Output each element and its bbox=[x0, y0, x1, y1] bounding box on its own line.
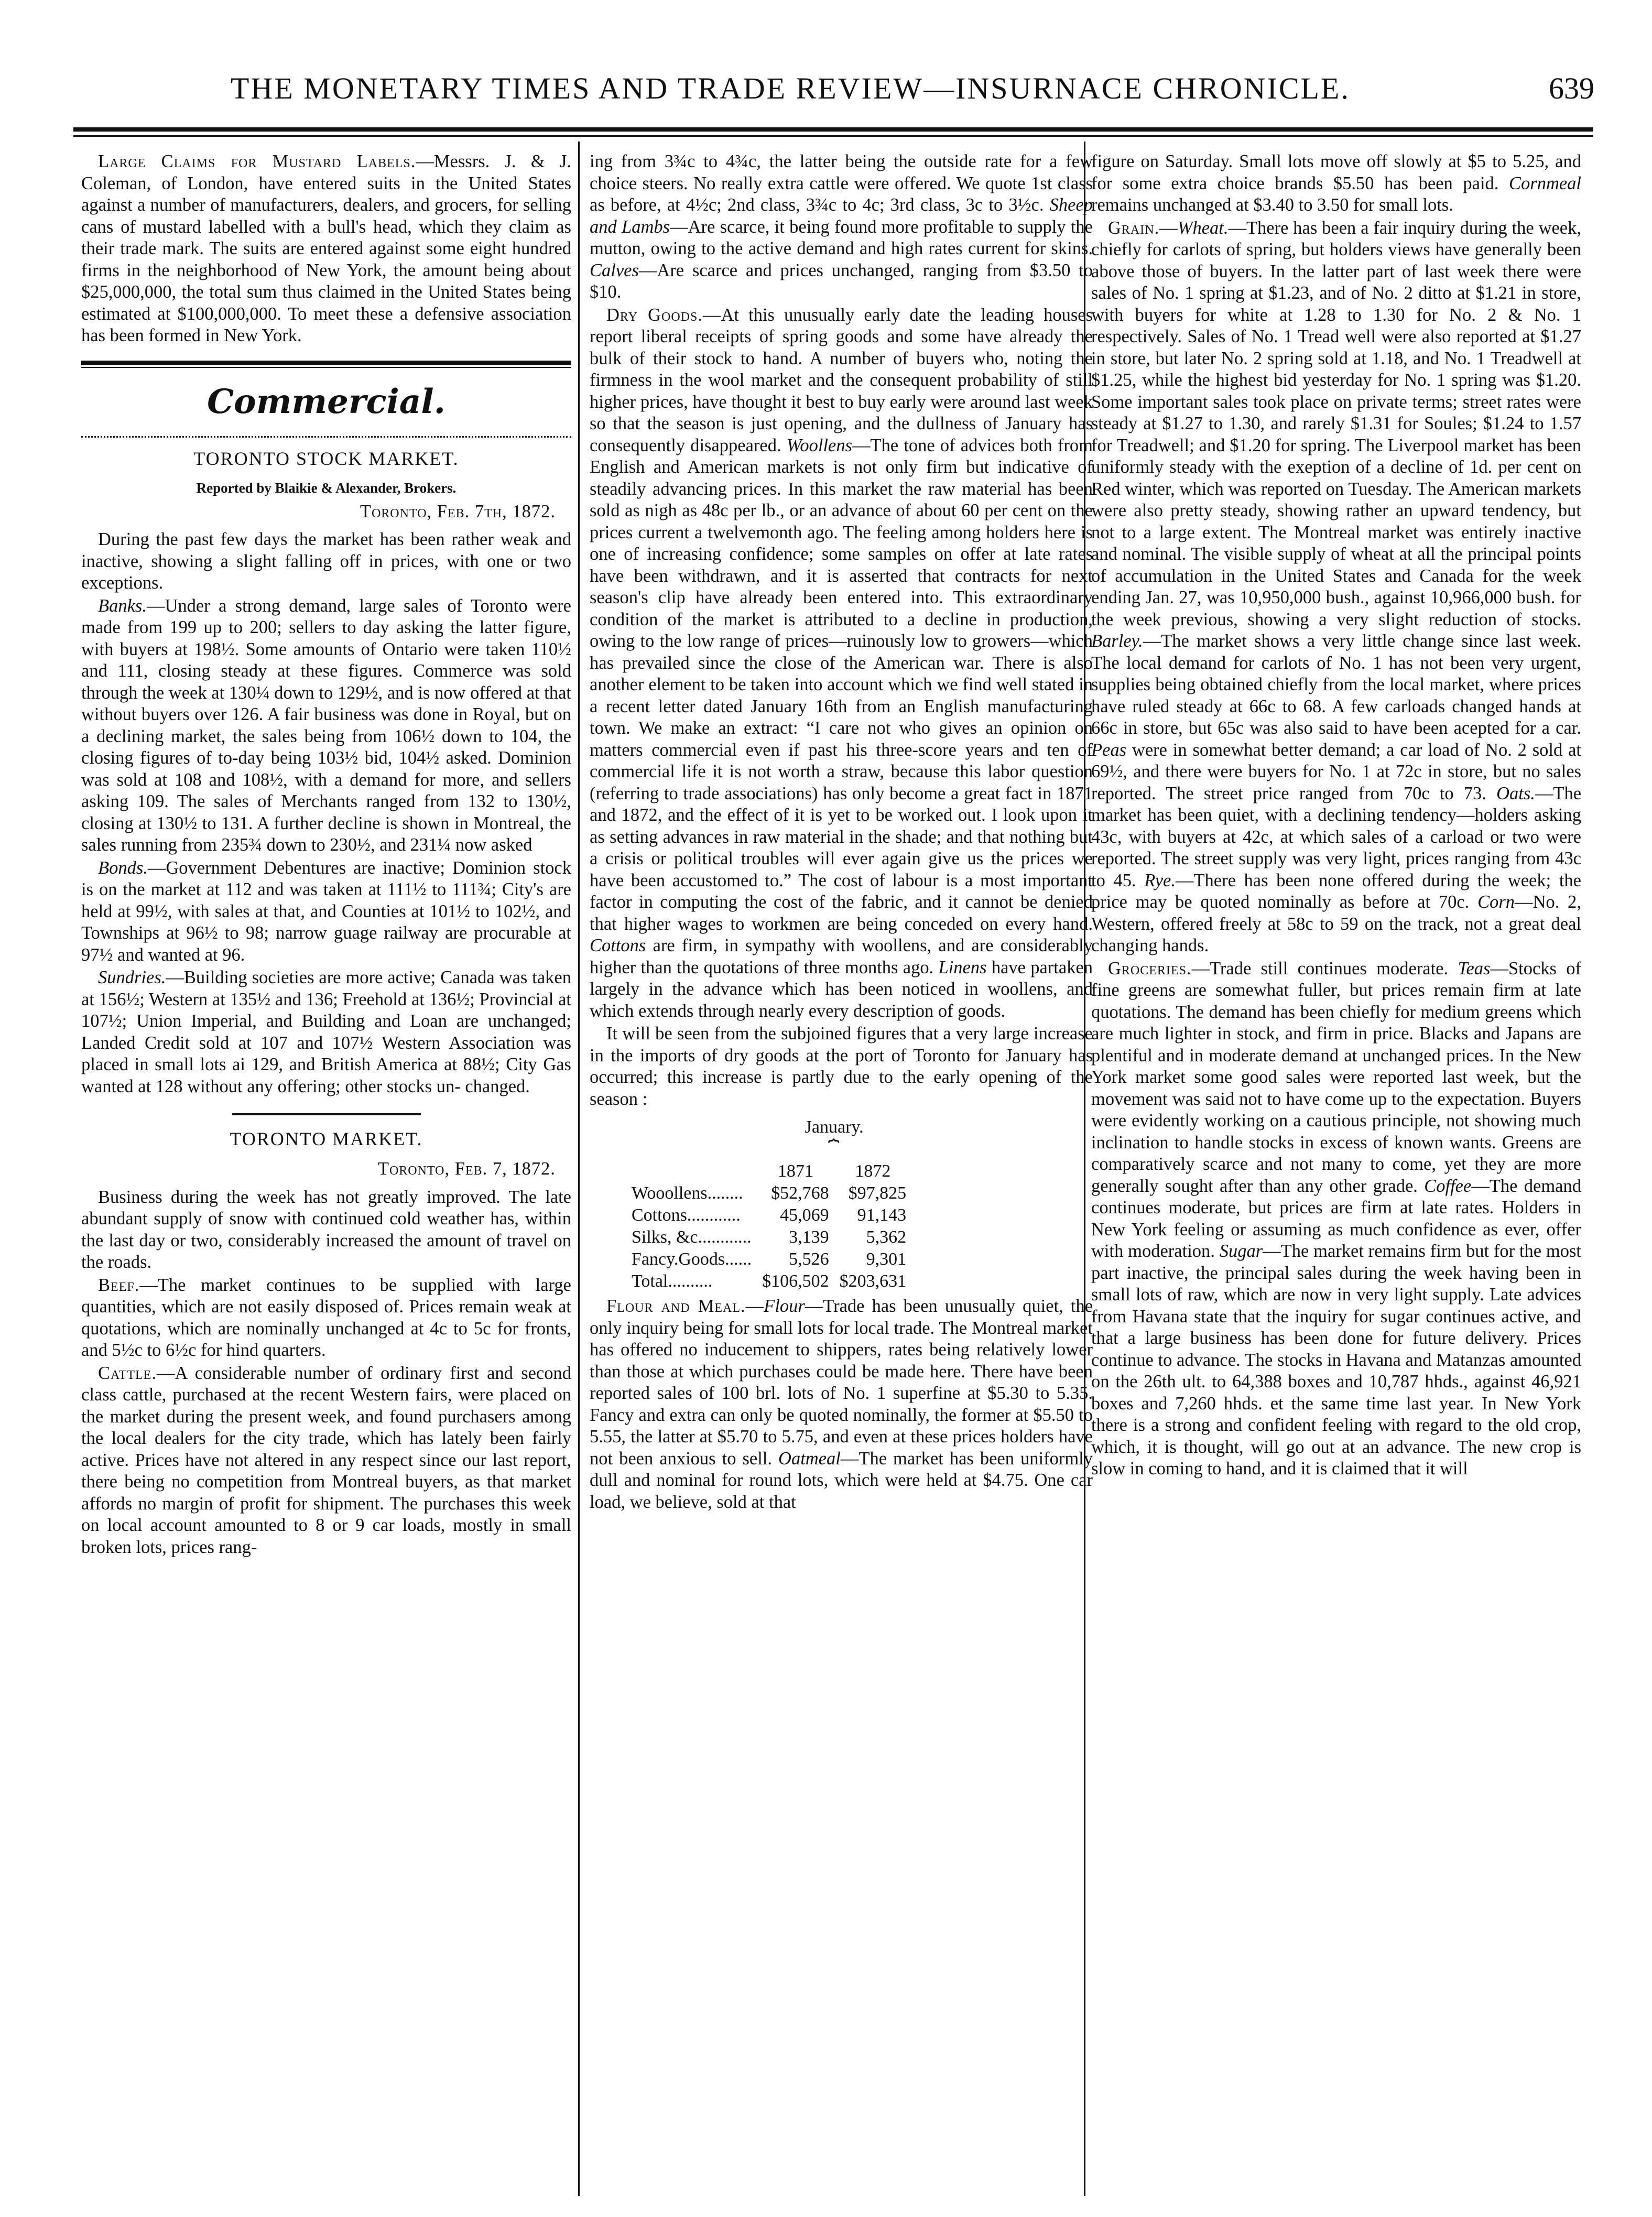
flour-text: —Trade has been unusually quiet, the only inquiry being for small lots for local trade. The Montreal market has offered no inducement to shippers, rates being relatively lower than those at which purchases could be made here. There have been reported sales of 100 brl. lots of No. 1 superfine at $5.30 to 5.35. Fancy and extra can only be quoted nominally, the former at $5.50 to 5.55, the latter at $5.70 to 5.75, and even at these prices holders have not been anxious to sell. bbox=[590, 1296, 1093, 1469]
table-row bbox=[626, 1248, 911, 1270]
sugar-label: Sugar bbox=[1219, 1241, 1263, 1261]
row-label: Silks, &c............ bbox=[632, 1227, 752, 1247]
cattle-label: Cattle. bbox=[98, 1363, 157, 1383]
corn-label: Corn bbox=[1477, 892, 1515, 912]
column-right bbox=[1091, 151, 1581, 1480]
cattle-paragraph bbox=[81, 1363, 571, 1559]
woollens-label: Woollens bbox=[786, 435, 853, 455]
rye-text: —There has been none offered during the week; the price may be quoted nominally as before at 70c. bbox=[1091, 870, 1581, 912]
table-year-1872: 1872 bbox=[855, 1161, 891, 1181]
oats-text: —The market has been quiet, with a declining tendency—holders asking 43c, with buyers at 42c, at which sales of a carload or two were reported. The street supply was very light, prices ranging from 43c to 45. bbox=[1091, 783, 1582, 890]
banks-label: Banks. bbox=[98, 595, 147, 616]
cornmeal-text: remains unchanged at $3.40 to 3.50 for small lots. bbox=[1091, 195, 1453, 215]
table-row bbox=[626, 1226, 911, 1248]
flour-meal-label: Flour and Meal. bbox=[606, 1296, 746, 1316]
coffee-text: —The demand continues moderate, but prices are firm at late rates. Holders in New York feeling or assuming as much confidence as ever, offer with moderation. bbox=[1091, 1176, 1581, 1261]
cornmeal-label: Cornmeal bbox=[1509, 173, 1582, 193]
sheep-label: Sheep and Lambs bbox=[590, 195, 1093, 237]
toronto-market-title: TORONTO MARKET. bbox=[230, 1128, 423, 1149]
flour-continued-paragraph bbox=[1091, 151, 1581, 216]
oatmeal-text: —The market has been uniformly dull and nominal for round lots, which were held at $4.75. One car load, we believe, sold at that bbox=[590, 1448, 1093, 1512]
banks-paragraph bbox=[81, 595, 571, 856]
total-1871: $106,502 bbox=[762, 1271, 829, 1291]
row-label: Fancy.Goods...... bbox=[632, 1249, 752, 1269]
decorative-rule bbox=[81, 436, 571, 439]
cottons-text: are firm, in sympathy with woollens, and are considerably higher than the quotations of three months ago. bbox=[590, 936, 1093, 977]
column-left bbox=[81, 151, 571, 1558]
market-intro: Business during the week has not greatly improved. The late abundant supply of snow with continued cold weather has, within the last day or two, considerably increased the amount of travel on the roads. bbox=[81, 1187, 571, 1272]
page-number: 639 bbox=[1549, 71, 1594, 105]
dry-goods-paragraph bbox=[590, 305, 1093, 1023]
total-label: Total.......... bbox=[632, 1271, 713, 1291]
cottons-label: Cottons bbox=[590, 936, 646, 955]
row-1871: $52,768 bbox=[771, 1183, 829, 1203]
stock-market-title: TORONTO STOCK MARKET. bbox=[193, 448, 459, 469]
short-divider bbox=[232, 1113, 421, 1115]
calves-text: —Are scarce and prices unchanged, ranging from $3.50 to $10. bbox=[590, 260, 1093, 302]
header-rule-thin bbox=[73, 135, 1593, 137]
section-rule-thick bbox=[81, 361, 571, 365]
commercial-heading: Commercial. bbox=[207, 382, 445, 421]
flour-paragraph: Flour and Meal.—Flour—Trade has been unusually quiet, the only inquiry being for small lots for local trade. The Montreal market has offered no inducement to shippers, rates being relatively lower than those at which purchases could be made here. There have been reported sales of 100 brl. lots of No. 1 superfine at $5.30 to 5.35. Fancy and extra can only be quoted nominally, the former at $5.50 to 5.55, the latter at $5.70 to 5.75, and even at these prices holders have not been anxious to sell. Oatmeal—The market has been uniformly dull and nominal for round lots, which were held at $4.75. One car load, we believe, sold at that bbox=[590, 1296, 1093, 1512]
barley-text: —The market shows a very little change since last week. The local demand for carlots of No. 1 has not been very urgent, supplies being obtained chiefly from the local market, where prices have ruled steady at 66c to 68. A few carloads changed hands at 66c in store, but 65c was also said to have been acepted for a car. bbox=[1091, 631, 1581, 738]
grain-paragraph: Grain.—Wheat.—There has been a fair inquiry during the week, chiefly for carlots of spring, but holders views have generally been above those of buyers. In the latter part of last week there were sales of No. 1 spring at $1.23, and of No. 2 ditto at $1.21 in store, with buyers for white at 1.28 to 1.30 for No. 2 & No. 1 respectively. Sales of No. 1 Tread well were also reported at $1.27 in store, but later No. 2 spring sold at 1.18, and No. 1 Treadwell at $1.25, while the highest bid yesterday for No. 1 spring was $1.20. Some important sales took place on private terms; street rates were steady at $1.27 to 1.30, and rarely $1.31 for Soules; $1.24 to 1.57 for Treadwell; and $1.20 for spring. The Liverpool market has been uniformly steady with the exeption of a decline of 1d. per cent on Red winter, which was reported on Tuesday. The American markets were also pretty steady, showing rather an upward tendency, but not to a large extent. The Montreal market was entirely inactive and nominal. The visible supply of wheat at all the principal points of accumulation in the United States and Canada for the week ending Jan. 27, was 10,950,000 bush., against 10,966,000 bush. for the week previous, showing a very slight reduction of stocks. Barley.—The market shows a very little change since last week. The local demand for carlots of No. 1 has not been very urgent, supplies being obtained chiefly from the local market, where prices have ruled steady at 66c to 68. A few carloads changed hands at 66c in store, but 65c was also said to have been acepted for a car. Peas were in somewhat better demand; a car load of No. 2 sold at 69½, and there were buyers for No. 1 at 72c in store, but no sales reported. The street price ranged from 70c to 73. Oats.—The market has been quiet, with a declining tendency—holders asking 43c, with buyers at 42c, at which sales of a carload or two were reported. The street supply was very light, prices ranging from 43c to 45. Rye.—There has been none offered during the week; the price may be quoted nominally as before at 70c. Corn—No. 2, Western, offered freely at 58c to 59 on the track, not a great deal changing hands. bbox=[1091, 218, 1582, 955]
section-rule-thin bbox=[81, 367, 571, 368]
wheat-label: Wheat. bbox=[1177, 218, 1229, 238]
stock-intro: During the past few days the market has been rather weak and inactive, showing a slight falling off in prices, with one or two exceptions. bbox=[81, 529, 571, 593]
teas-label: Teas bbox=[1458, 958, 1491, 979]
beef-text: —The market continues to be supplied with large quantities, which are not easily disposed of. Prices remain weak at quotations, which are nominally unchanged at 4c to 5c for fronts, and 5½c to 6½c for hind quarters. bbox=[81, 1275, 571, 1360]
sundries-text: —Building societies are more active; Canada was taken at 156½; Western at 135½ and 136; Freehold at 136½; Provincial at 107½; Union Imperial, and Building and Loan are unchanged; Landed Credit sold at 107 and 107½ Western Association was placed in small lots ai 129, and British America at 88½; City Gas wanted at 128 without any offering; other stocks un- changed. bbox=[81, 968, 571, 1096]
woollens-text: —The tone of advices both from English and American markets is not only firm but indicative of steadily advancing prices. In this market the raw material has been sold as nigh as 48c per lb., or an advance of about 60 per cent on the prices current a twelvemonth ago. The feeling among holders here is one of increasing confidence; some samples on offer at late rates have been withdrawn, and it is asserted that contracts for next season's clip have already been entered into. This extraordinary condition of the market is attributed to a decline in production, owing to the low range of prices—ruinously low to growers—which has prevailed since the close of the American war. There is also another element to be taken into account which we find well stated in a recent letter dated January 16th from an English manufacturing town. We make an extract: “I care not who gives an opinion on matters commercial even if past his three-score years and ten of commercial life it is not worth a straw, because this labor question (referring to trade associations) has only become a great fact in 1871 and 1872, and the effect of it is yet to be worked out. I look upon it as setting advances in raw material in the shade; and that nothing but a crisis or political troubles will ever again give us the prices we have been accustomed to.” The cost of labour is a most important factor in computing the cost of the fabric, and it cannot be denied that higher wages to workmen are being conceded on every hand. bbox=[590, 435, 1093, 934]
beef-label: Beef. bbox=[98, 1275, 140, 1295]
corn-text: —No. 2, Western, offered freely at 58c to 59 on the track, not a great deal changing hands. bbox=[1091, 892, 1582, 955]
cattle-text: —A considerable number of ordinary first and second class cattle, purchased at the recent Western fairs, were placed on the market during the present week, and found purchasers among the local dealers for the city trade, which has lately been fairly active. Prices have not altered in any respect since our last report, there being no competition from Montreal buyers, as that market affords no margin of profit for shipment. The purchases this week on local account amounted to 8 or 9 car loads, mostly in small broken lots, prices rang- bbox=[81, 1363, 571, 1557]
header-rule-thick bbox=[73, 127, 1593, 132]
row-1871: 3,139 bbox=[789, 1227, 829, 1247]
bonds-paragraph bbox=[81, 857, 571, 966]
beef-paragraph bbox=[81, 1275, 571, 1362]
wheat-text: —There has been a fair inquiry during the week, chiefly for carlots of spring, but holders views have generally been above those of buyers. In the latter part of last week there were sales of No. 1 spring at $1.23, and of No. 2 ditto at $1.21 in store, with buyers for white at 1.28 to 1.30 for No. 2 & No. 1 respectively. Sales of No. 1 Tread well were also reported at $1.27 in store, but later No. 2 spring sold at 1.18, and No. 1 Treadwell at $1.25, while the highest bid yesterday for No. 1 spring was $1.20. Some important sales took place on private terms; street rates were steady at $1.27 to 1.30, and rarely $1.31 for Soules; $1.24 to 1.57 for Treadwell; and $1.20 for spring. The Liverpool market has been uniformly steady with the exeption of a decline of 1d. per cent on Red winter, which was reported on Tuesday. The American markets were also pretty steady, showing rather an upward tendency, but not to a large extent. The Montreal market was entirely inactive and nominal. The visible supply of wheat at all the principal points of accumulation in the United States and Canada for the week ending Jan. 27, was 10,950,000 bush., against 10,966,000 bush. for the week previous, showing a very slight reduction of stocks. bbox=[1091, 218, 1581, 629]
mustard-body: —Messrs. J. & J. Coleman, of London, have entered suits in the United States against a number of manufacturers, dealers, and grocers, for selling cans of mustard labelled with a bull's head, which they claim as their trade mark. The suits are entered against some eight hundred firms in the neighborhood of New York, the amount being about $25,000,000, the total sum thus claimed in the United States being estimated at $100,000,000. To meet these a defensive association has been formed in New York. bbox=[81, 151, 572, 345]
mustard-article bbox=[81, 151, 571, 347]
oatmeal-label: Oatmeal bbox=[778, 1448, 841, 1469]
table-row bbox=[626, 1204, 911, 1226]
groceries-label: Groceries. bbox=[1108, 958, 1192, 979]
flour-continued: figure on Saturday. Small lots move off slowly at $5 to 5.25, and for some extra choice brands $5.50 has been paid. bbox=[1091, 151, 1581, 193]
bonds-text: —Government Debentures are inactive; Dominion stock is on the market at 112 and was taken at 111½ to 111¾; City's are held at 99½, with sales at that, and Counties at 101½ to 102½, and Townships at 96½ to 98; narrow guage railway are procurable at 97½ and wanted at 96. bbox=[81, 857, 571, 965]
market-dateline: Toronto, Feb. 7, 1872. bbox=[377, 1159, 556, 1179]
sugar-text: —The market remains firm but for the most part inactive, the principal sales during the week having been in small lots of raw, which are now in very light supply. Late advices from Havana state that the inquiry for sugar continues active, and that a large business has been done for future delivery. Prices continue to advance. The stocks in Havana and Matanzas amounted on the 26th ult. to 64,388 boxes and 10,787 hhds., against 46,921 boxes and 7,260 hhds. et the same time last year. In New York there is a strong and confident feeling with regard to the old crop, which, it is thought, will go out at an advance. The new crop is slow in coming to hand, and it is claimed that it will bbox=[1091, 1241, 1581, 1479]
dry-goods-text: —At this unusually early date the leading houses report liberal receipts of spring goods and some have already the bulk of their stock to hand. A number of buyers who, noting the firmness in the wool market and the consequent probability of still higher prices, have thought it best to buy early were around last week so that the season is just opening, and the dullness of January has consequently disappeared. bbox=[590, 305, 1093, 455]
coffee-label: Coffee bbox=[1424, 1176, 1472, 1196]
cattle-continued: ing from 3¾c to 4¾c, the latter being the outside rate for a few choice steers. No really extra cattle were offered. We quote 1st class as before, at 4½c; 2nd class, 3¾c to 4c; 3rd class, 3c to 3½c. bbox=[590, 151, 1093, 215]
imports-table bbox=[626, 1116, 911, 1292]
linens-label: Linens bbox=[938, 957, 987, 977]
column-divider-1 bbox=[578, 142, 580, 2196]
linens-text: have partaken largely in the advance which has been noticed in woollens, and which extends through nearly every description of goods. bbox=[590, 957, 1093, 1021]
row-1871: 45,069 bbox=[780, 1205, 829, 1225]
oats-label: Oats. bbox=[1496, 783, 1535, 803]
banks-text: —Under a strong demand, large sales of Toronto were made from 199 up to 200; sellers to day asking the latter figure, with buyers at 198½. Some amounts of Ontario were taken 110½ and 111, closing steady at these figures. Commerce was sold through the week at 130¼ down to 129½, and is now offered at that without buyers over 126. A fair business was done in Royal, but on a declining market, the sales being from 106½ down to 104, the closing figures of to-day being 103½ bid, 104½ asked. Dominion was sold at 108 and 108½, with a demand for more, and sellers asking 109. The sales of Merchants ranged from 132 to 130½, closing at 130½ to 131. A further decline is shown in Montreal, the sales running from 235¾ down to 230½, and 231¼ now asked bbox=[81, 595, 571, 855]
stock-dateline: Toronto, Feb. 7th, 1872. bbox=[360, 501, 556, 521]
groceries-paragraph bbox=[1091, 958, 1581, 1480]
table-brace: ⏞ bbox=[828, 1139, 841, 1160]
table-total-row bbox=[626, 1270, 911, 1292]
flour-label: Flour bbox=[764, 1296, 805, 1316]
imports-intro: It will be seen from the subjoined figures that a very large increase in the imports of dry goods at the port of Toronto for January has occurred; this increase is partly due to the early opening of the season : bbox=[590, 1024, 1093, 1109]
peas-label: Peas bbox=[1091, 740, 1127, 760]
mustard-heading: Large Claims for Mustard Labels. bbox=[98, 151, 416, 171]
bonds-label: Bonds. bbox=[98, 857, 148, 878]
table-year-1871: 1871 bbox=[777, 1161, 813, 1181]
rye-label: Rye. bbox=[1144, 870, 1176, 890]
table-row bbox=[626, 1182, 911, 1204]
reported-by-line: Reported by Blaikie & Alexander, Brokers. bbox=[196, 480, 457, 496]
row-1872: 5,362 bbox=[866, 1227, 907, 1247]
row-label: Cottons............ bbox=[632, 1205, 741, 1225]
sheep-text: —Are scarce, it being found more profitable to supply the mutton, owing to the active demand and high rates current for skins. bbox=[590, 216, 1093, 258]
sundries-paragraph bbox=[81, 967, 571, 1097]
total-1872: $203,631 bbox=[839, 1271, 907, 1291]
row-1872: 9,301 bbox=[866, 1249, 907, 1269]
running-header-title: THE MONETARY TIMES AND TRADE REVIEW—INSURNACE CHRONICLE. bbox=[231, 71, 1350, 105]
row-1872: 91,143 bbox=[857, 1205, 907, 1225]
peas-text: were in somewhat better demand; a car load of No. 2 sold at 69½, and there were buyers for No. 1 at 72c in store, but no sales reported. The street price ranged from 70c to 73. bbox=[1091, 740, 1581, 803]
barley-label: Barley. bbox=[1091, 631, 1143, 651]
row-1872: $97,825 bbox=[848, 1183, 907, 1203]
sundries-label: Sundries. bbox=[98, 968, 166, 987]
dry-goods-label: Dry Goods. bbox=[606, 305, 703, 325]
column-middle bbox=[590, 151, 1093, 1513]
row-1871: 5,526 bbox=[789, 1249, 829, 1269]
row-label: Wooollens........ bbox=[632, 1183, 743, 1203]
calves-label: Calves bbox=[590, 260, 639, 280]
livestock-paragraph bbox=[590, 151, 1093, 303]
table-month: January. bbox=[805, 1117, 864, 1137]
teas-text: —Stocks of fine greens are somewhat fuller, but prices remain firm at late quotations. The demand has been chiefly for medium greens which are much lighter in stock, and firm in price. Blacks and Japans are plentiful and in moderate demand at unchanged prices. In the New York market some good sales were reported last week, but the movement was said not to have come up to the expectation. Buyers were evidently working on a cautious principle, not showing much inclination to handle stocks in excess of known wants. Greens are comparatively scarce and not many to come, yet they are more generally sought after than any other grade. bbox=[1091, 958, 1581, 1196]
groceries-text: —Trade still continues moderate. bbox=[1191, 958, 1449, 979]
grain-label: Grain. bbox=[1108, 218, 1160, 238]
